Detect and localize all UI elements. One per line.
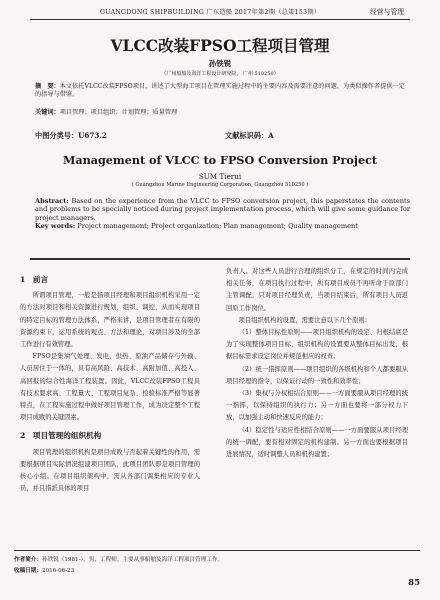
keywords-cn-text: 项目管理；项目组织；计划管理；质量管理	[59, 109, 178, 116]
author-cn: 孙铁锐	[208, 59, 232, 68]
abstract-cn-label: 摘 要：	[35, 83, 60, 90]
keywords-en-text: Project management; Project organization; Plan management; Quality management	[77, 222, 358, 231]
section-heading-1: 1 前言	[20, 275, 49, 284]
classification	[35, 131, 107, 141]
footnote-author-label: 作者简介：	[14, 557, 42, 563]
paragraph: （4）稳定性与适应性相结合原则——一方面要服从项目经理的统一调配，要有相对固定的机构建制。另一方面也要根据项目进展情况，适时调整人员和机构建置；	[226, 426, 408, 459]
abstract-en-label: Abstract:	[35, 197, 69, 205]
title-en: Management of VLCC to FPSO Conversion Project	[62, 153, 378, 167]
section-heading-2: 2 项目管理的组织机构	[20, 431, 102, 441]
affiliation-en: ( Guangzhou Marine Engineering Corporation, Guangzhou 510250 )	[131, 182, 309, 188]
abstract-cn	[35, 83, 410, 100]
footnote-author	[14, 555, 420, 563]
body-left-column	[20, 268, 200, 495]
abstract-cn-text: 本文依托VLCC改装FPSO项目，讲述了大型海工项目在管理实施过程中的主要内容及需要注意的问题，为类似操作者提供一定的指导与借鉴。	[35, 83, 405, 99]
document-code-value: A	[268, 131, 274, 140]
paragraph: 项目组织机构的设置，需要注意以下几个原则：	[238, 316, 371, 324]
body-right-column	[226, 266, 408, 461]
affiliation-cn: （广州船舶及海洋工程设计研究院， 广州 510250）	[161, 71, 279, 77]
classification-label: 中图分类号：	[35, 131, 79, 140]
footnote-author-text: 孙铁锐（1981-），男，工程师。主要从事船舶及海洋工程项目管理工作。	[41, 557, 224, 563]
author-en: SUM Tierui	[198, 172, 242, 181]
footnote-date-label: 收稿日期：	[14, 568, 42, 574]
paragraph: 负责人。对这些人员进行合理的组织分工，在规定的时间内完成相关任务，在项目执行过程中，所有项目成员不再听命于原部门主管调配，只对项目经理负责，当项目结束后，所有项目人员返回原工作岗位。	[226, 268, 408, 312]
paragraph: （2）统一指挥原则——项目组织的各级机构和个人都要服从项目经理的指令，以保证行动的一致性和效率性；	[226, 365, 408, 385]
abstract-en	[35, 197, 410, 231]
header-rule	[30, 19, 410, 20]
running-header	[0, 4, 440, 18]
paragraph: 所谓项目管理，一般是指项目经理和项目组织机构采用一定的方法对项目和相关资源进行规划、组织、调控，从而实现项目的特定目标的管理方法体系，严格来讲，是项目管理者在有限的资源约束下，运用系统的观点、方法和理论，对项目涉及的全部工作进行有效管理。	[20, 292, 200, 349]
document-code-label: 文献标识码：	[225, 131, 269, 140]
keywords-en-label: Key words:	[35, 222, 76, 231]
journal-header: GUANGDONG SHIPBUILDING 广东造船 2017年第2期（总第153期）	[100, 8, 321, 16]
paragraph: 项目管理的组织机构是项目成败与否起着关键性的作用，需要根据项目实际情况组建项目团队，此项目团队即是项目管理的核心小组。在项目组织架构中，需从各部门调集相应的专业人员，并且指派具体的项目	[20, 448, 200, 493]
footnote-rule	[14, 550, 420, 551]
abstract-en-text: Based on the experience from the VLCC to FPSO conversion project, this paperstates the contents and problems to be specially noticed during project implementation process, which will give some guidance for project managers.	[35, 197, 410, 222]
keywords-cn	[35, 109, 410, 117]
footnote-date-text: 2016-06-23	[41, 568, 75, 574]
paragraph: FPSO是集油气处理、发电、供热、原油产品储存与外输、人员居住于一体的，具有高风险、高技术、高附加值、高投入、高回报的综合性海洋工程装置。因此，VLCC改装FPSO工程具有技术要求高、工程量大、工程项目复杂、检验标准严格等显著特点，在工程实施过程中做好项目管理工作，成为决定整个工程项目成败的关键因素。	[20, 353, 200, 422]
page-number: 85	[408, 578, 420, 588]
classification-value: U673.2	[78, 131, 107, 140]
paragraph: （3）集权与分权相结合原则——一方面要服从项目经理的统一指挥，以保持组织的执行力；另一方面也要将一部分权力下放，以加强主动和快速反应的能力；	[226, 390, 408, 422]
paragraph: （1）整体目标性原则——项目组织机构的设定、归根结底是为了实现整体项目目标，组织机构的设置要从整体目标出发，根据目标需求设定岗位并规范相应的权责；	[226, 329, 408, 361]
footnote-date	[14, 566, 420, 574]
section-header: 经营与管理	[370, 8, 404, 16]
title-cn: VLCC改装FPSO工程项目管理	[110, 36, 330, 55]
abstract-rule	[30, 258, 410, 260]
keywords-cn-label: 关键词：	[35, 109, 60, 116]
document-code	[225, 131, 274, 141]
